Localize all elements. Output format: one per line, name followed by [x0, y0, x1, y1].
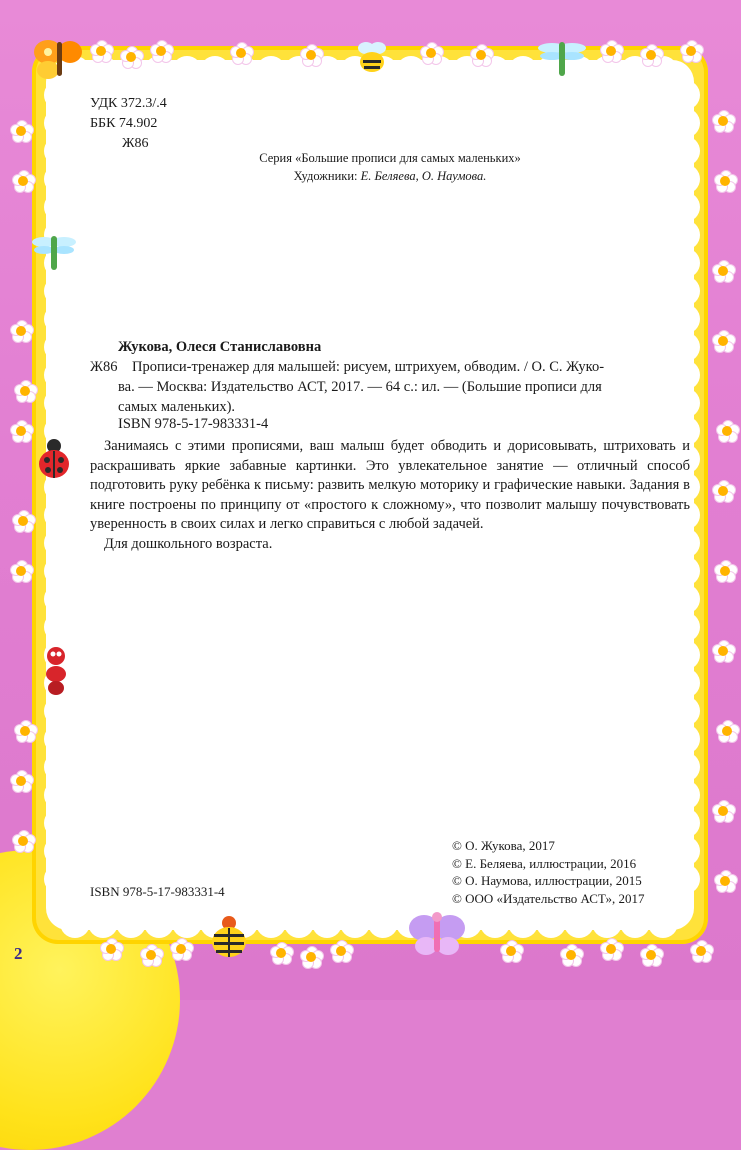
annotation: [90, 437, 690, 554]
bib-line-3: самых маленьких).: [118, 399, 236, 415]
series-title: Серия «Большие прописи для самых маленьких»: [259, 151, 521, 165]
age-note: Для дошкольного возраста.: [104, 535, 273, 552]
copyright-line: © Е. Беляева, иллюстрации, 2016: [452, 855, 637, 871]
page-number: 2: [14, 944, 23, 963]
series-info: [180, 149, 600, 185]
bibliographic-record: [90, 357, 690, 417]
copyright-line: © ООО «Издательство АСТ», 2017: [452, 890, 645, 906]
artists-names: Е. Беляева, О. Наумова.: [360, 169, 487, 183]
copyright-line: © О. Жукова, 2017: [452, 838, 555, 853]
annotation-paragraph: Занимаясь с этими прописями, ваш малыш будет обводить и дорисовывать, штриховать и раскрашивать яркие забавные картинки. Это увлекательное занятие — отличный способ подготовить руку ребёнка к письму: развить мелкую моторику и графические навыки. Задания в книге построены по принципу от «простого к сложному», что позволит малышу почувствовать уверенность в своих силах и легко справиться с любой задачей.: [90, 438, 690, 532]
author-name: Жукова, Олеся Станиславовна: [118, 339, 322, 355]
copyright-line: © О. Наумова, иллюстрации, 2015: [452, 873, 642, 888]
bbk-code: ББК 74.902: [90, 116, 158, 131]
artists-line: [180, 167, 600, 185]
bib-line-1: Прописи-тренажер для малышей: рисуем, штрихуем, обводим. / О. С. Жуко-: [132, 359, 605, 375]
isbn-footer: ISBN 978-5-17-983331-4: [90, 884, 225, 899]
copyright-block: [452, 837, 645, 907]
isbn-record: ISBN 978-5-17-983331-4: [118, 416, 269, 432]
bib-code: Ж86: [90, 359, 118, 375]
artists-label: Художники:: [293, 169, 358, 183]
udc-code: УДК 372.3/.4: [90, 96, 167, 111]
classification-block: [90, 94, 167, 154]
author-mark: Ж86: [122, 136, 149, 151]
bib-line-2: ва. — Москва: Издательство АСТ, 2017. — 64 с.: ил. — (Большие прописи для: [118, 379, 602, 395]
